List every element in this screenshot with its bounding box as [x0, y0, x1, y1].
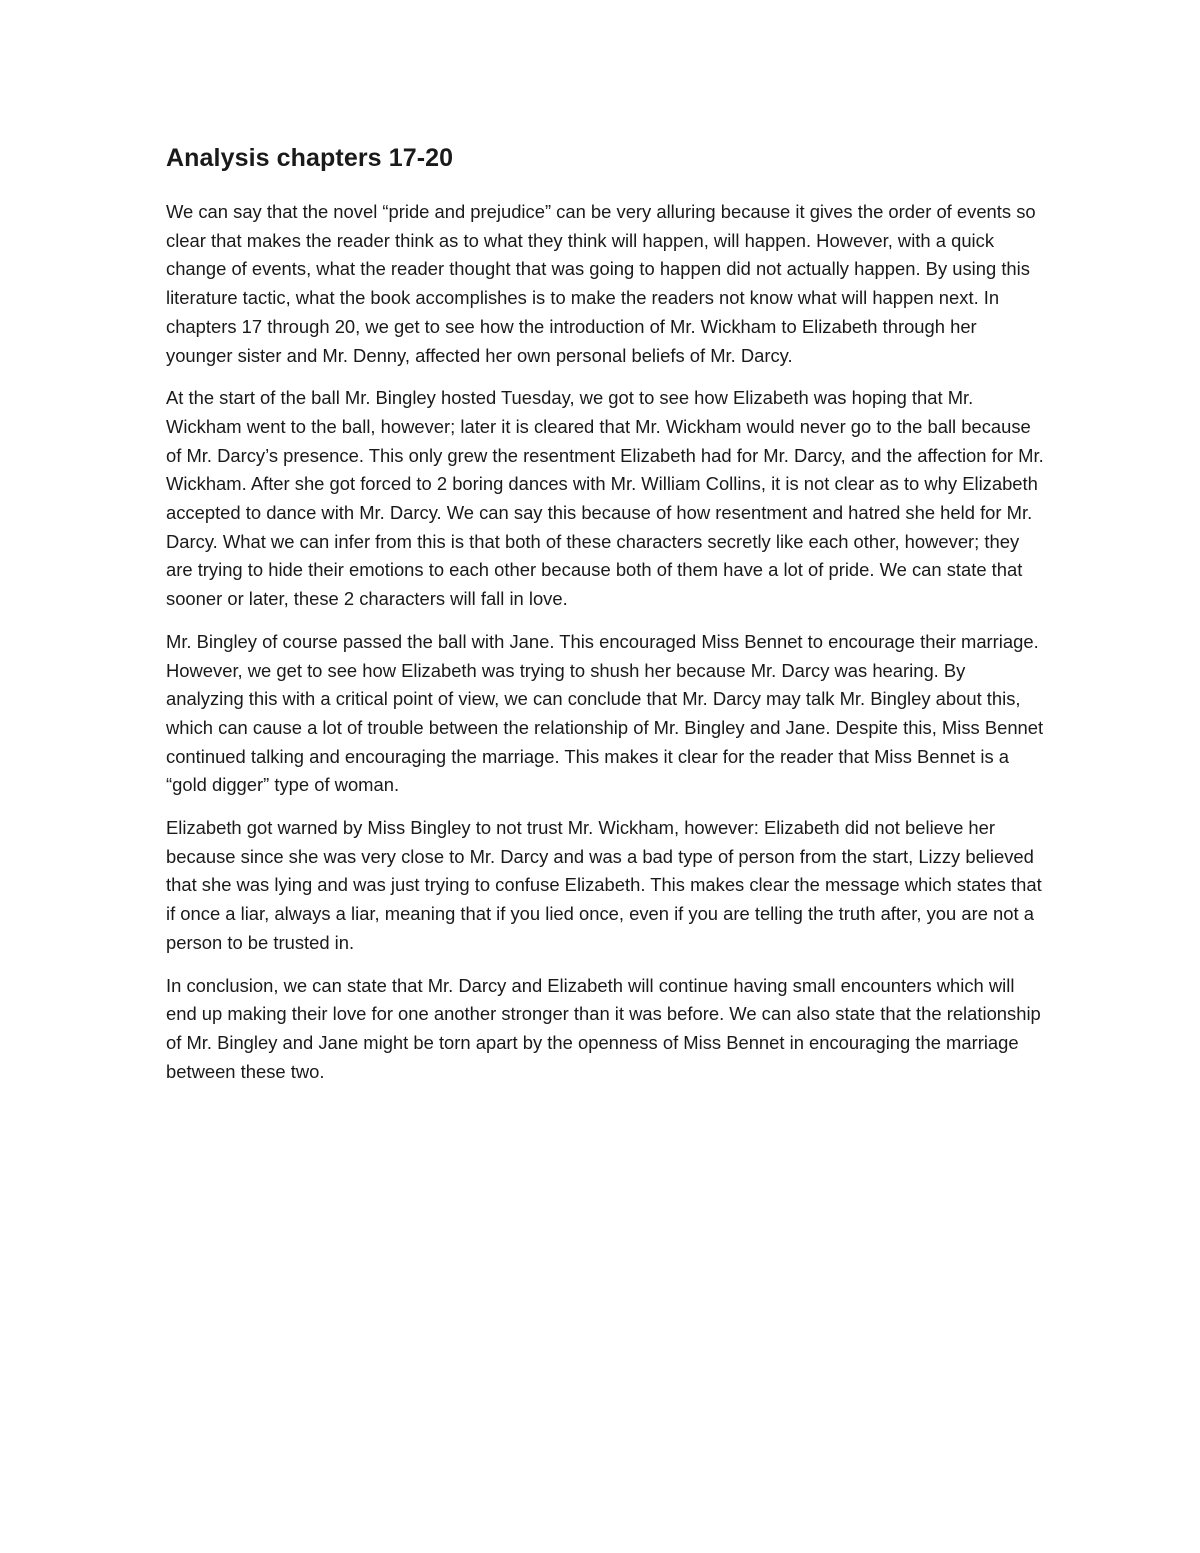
paragraph-miss-bingley-warning: Elizabeth got warned by Miss Bingley to not trust Mr. Wickham, however: Elizabeth did not believe her because since she was very close to Mr. Darcy and was a bad type of person from the start, Lizzy believed that she was lying and was just trying to confuse Elizabeth. This makes clear the message which states that if once a liar, always a liar, meaning that if you lied once, even if you are telling the truth after, you are not a person to be trusted in. [166, 817, 1042, 953]
paragraph-bingley-jane: Mr. Bingley of course passed the ball with Jane. This encouraged Miss Bennet to encourage their marriage. However, we get to see how Elizabeth was trying to shush her because Mr. Darcy was hearing. By analyzing this with a critical point of view, we can conclude that Mr. Darcy may talk Mr. Bingley about this, which can cause a lot of trouble between the relationship of Mr. Bingley and Jane. Despite this, Miss Bennet continued talking and encouraging the marriage. This makes it clear for the reader that Miss Bennet is a “gold digger” type of woman. [166, 630, 1044, 796]
paragraph-intro: We can say that the novel “pride and prejudice” can be very alluring because it gives the order of events so clear that makes the reader think as to what they think will happen, will happen. However, with a quick change of events, what the reader thought that was going to happen did not actually happen. By using this literature tactic, what the book accomplishes is to make the readers not know what will happen next. In chapters 17 through 20, we get to see how the introduction of Mr. Wickham to Elizabeth through her younger sister and Mr. Denny, affected her own personal beliefs of Mr. Darcy. [166, 201, 1036, 366]
paragraph-conclusion: In conclusion, we can state that Mr. Darcy and Elizabeth will continue having small encounters which will end up making their love for one another stronger than it was before. We can also state that the relationship of Mr. Bingley and Jane might be torn apart by the openness of Miss Bennet in encouraging the marriage between these two. [166, 974, 1041, 1082]
paragraph-ball: At the start of the ball Mr. Bingley hosted Tuesday, we got to see how Elizabeth was hoping that Mr. Wickham went to the ball, however; later it is cleared that Mr. Wickham would never go to the ball because of Mr. Darcy’s presence. This only grew the resentment Elizabeth had for Mr. Darcy, and the affection for Mr. Wickham. After she got forced to 2 boring dances with Mr. William Collins, it is not clear as to why Elizabeth accepted to dance with Mr. Darcy. We can say this because of how resentment and hatred she held for Mr. Darcy. What we can infer from this is that both of these characters secretly like each other, however; they are trying to hide their emotions to each other because both of them have a lot of pride. We can state that sooner or later, these 2 characters will fall in love. [166, 387, 1044, 610]
document-title: Analysis chapters 17-20 [166, 144, 454, 172]
document-body [166, 138, 1046, 1100]
